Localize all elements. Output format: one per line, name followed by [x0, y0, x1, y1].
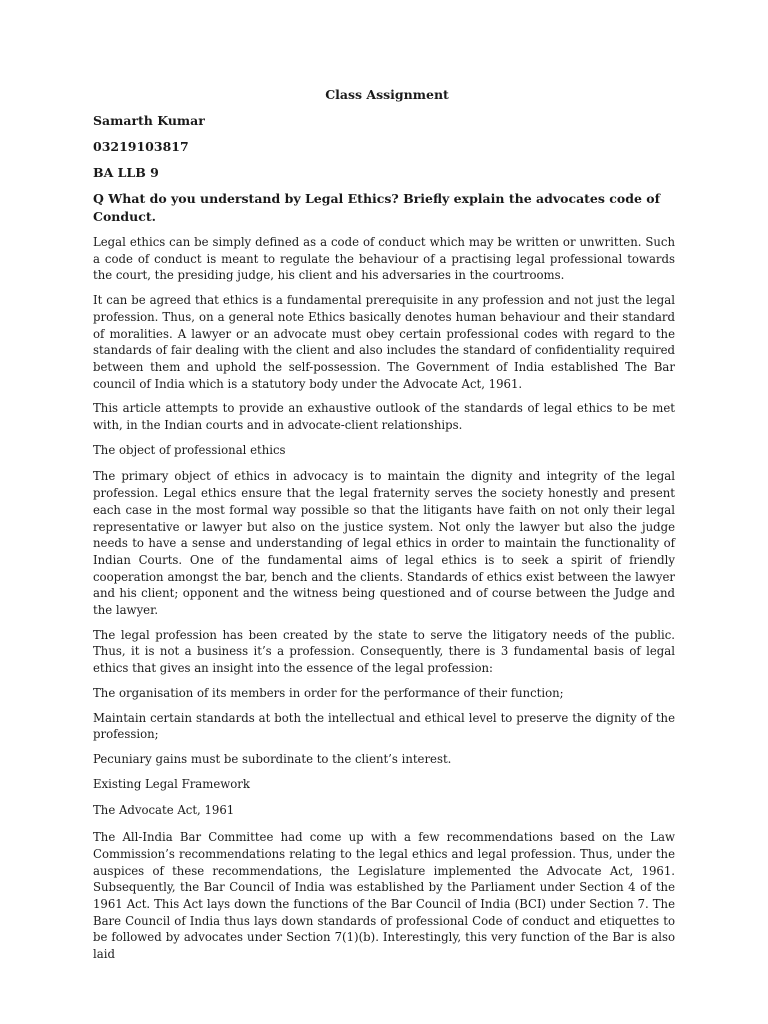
- paragraph-definition: Legal ethics can be simply defined as a code of conduct which may be written or unwritten. Such a code of conduct is meant to regulate the behaviour of a practising legal professional towards the court, the presiding judge, his client and his adversaries in the courtrooms.: [93, 235, 675, 283]
- section-heading-advocate-act: The Advocate Act, 1961: [93, 803, 235, 818]
- student-name: Samarth Kumar: [93, 113, 205, 128]
- paragraph-prerequisite: It can be agreed that ethics is a fundamental prerequisite in any profession and not just the legal profession. Thus, on a general note Ethics basically denotes human behaviour and their standard of moralities. A lawyer or an advocate must obey certain professional codes with regard to the standards of fair dealing with the client and also includes the standard of confidentiality required between them and uphold the self-possession. The Government of India established The Bar council of India which is a statutory body under the Advocate Act, 1961.: [93, 293, 675, 391]
- section-heading-framework: Existing Legal Framework: [93, 776, 250, 791]
- paragraph-basis-2: Maintain certain standards at both the intellectual and ethical level to preserve the dignity of the profession;: [93, 710, 675, 742]
- assignment-question: Q What do you understand by Legal Ethics? Briefly explain the advocates code of Conduct.: [93, 191, 660, 224]
- section-heading-object: The object of professional ethics: [93, 442, 286, 457]
- document-title: Class Assignment: [325, 87, 449, 102]
- paragraph-basis-1: The organisation of its members in order for the performance of their function;: [93, 685, 564, 700]
- roll-number: 03219103817: [93, 139, 189, 154]
- paragraph-article-scope: This article attempts to provide an exhaustive outlook of the standards of legal ethics to be met with, in the Indian courts and in advocate-client relationships.: [93, 401, 675, 433]
- paragraph-primary-object: The primary object of ethics in advocacy is to maintain the dignity and integrity of the legal profession. Legal ethics ensure that the legal fraternity serves the society honestly and present each case in the most formal way possible so that the litigants have faith on not only their legal representative or lawyer but also on the justice system. Not only the lawyer but also the judge needs to have a sense and understanding of legal ethics in order to maintain the functionality of Indian Courts. One of the fundamental aims of legal ethics is to seek a spirit of friendly cooperation amongst the bar, bench and the clients. Standards of ethics exist between the lawyer and his client; opponent and the witness being questioned and of course between the Judge and the lawyer.: [93, 469, 675, 618]
- paragraph-basis-3: Pecuniary gains must be subordinate to the client’s interest.: [93, 751, 452, 766]
- paragraph-legal-profession: The legal profession has been created by the state to serve the litigatory needs of the public. Thus, it is not a business it’s a profession. Consequently, there is 3 fundamental basis of legal ethics that gives an insight into the essence of the legal profession:: [93, 627, 675, 676]
- paragraph-advocate-act: The All-India Bar Committee had come up with a few recommendations based on the Law Commission’s recommendations relating to the legal ethics and legal profession. Thus, under the auspices of these recommendations, the Legislature implemented the Advocate Act, 1961. Subsequently, the Bar Council of India was established by the Parliament under Section 4 of the 1961 Act. This Act lays down the functions of the Bar Council of India (BCI) under Section 7. The Bare Council of India thus lays down standards of professional Code of conduct and etiquettes to be followed by advocates under Section 7(1)(b). Interestingly, this very function of the Bar is also laid: [93, 830, 675, 962]
- course-label: BA LLB 9: [93, 165, 159, 180]
